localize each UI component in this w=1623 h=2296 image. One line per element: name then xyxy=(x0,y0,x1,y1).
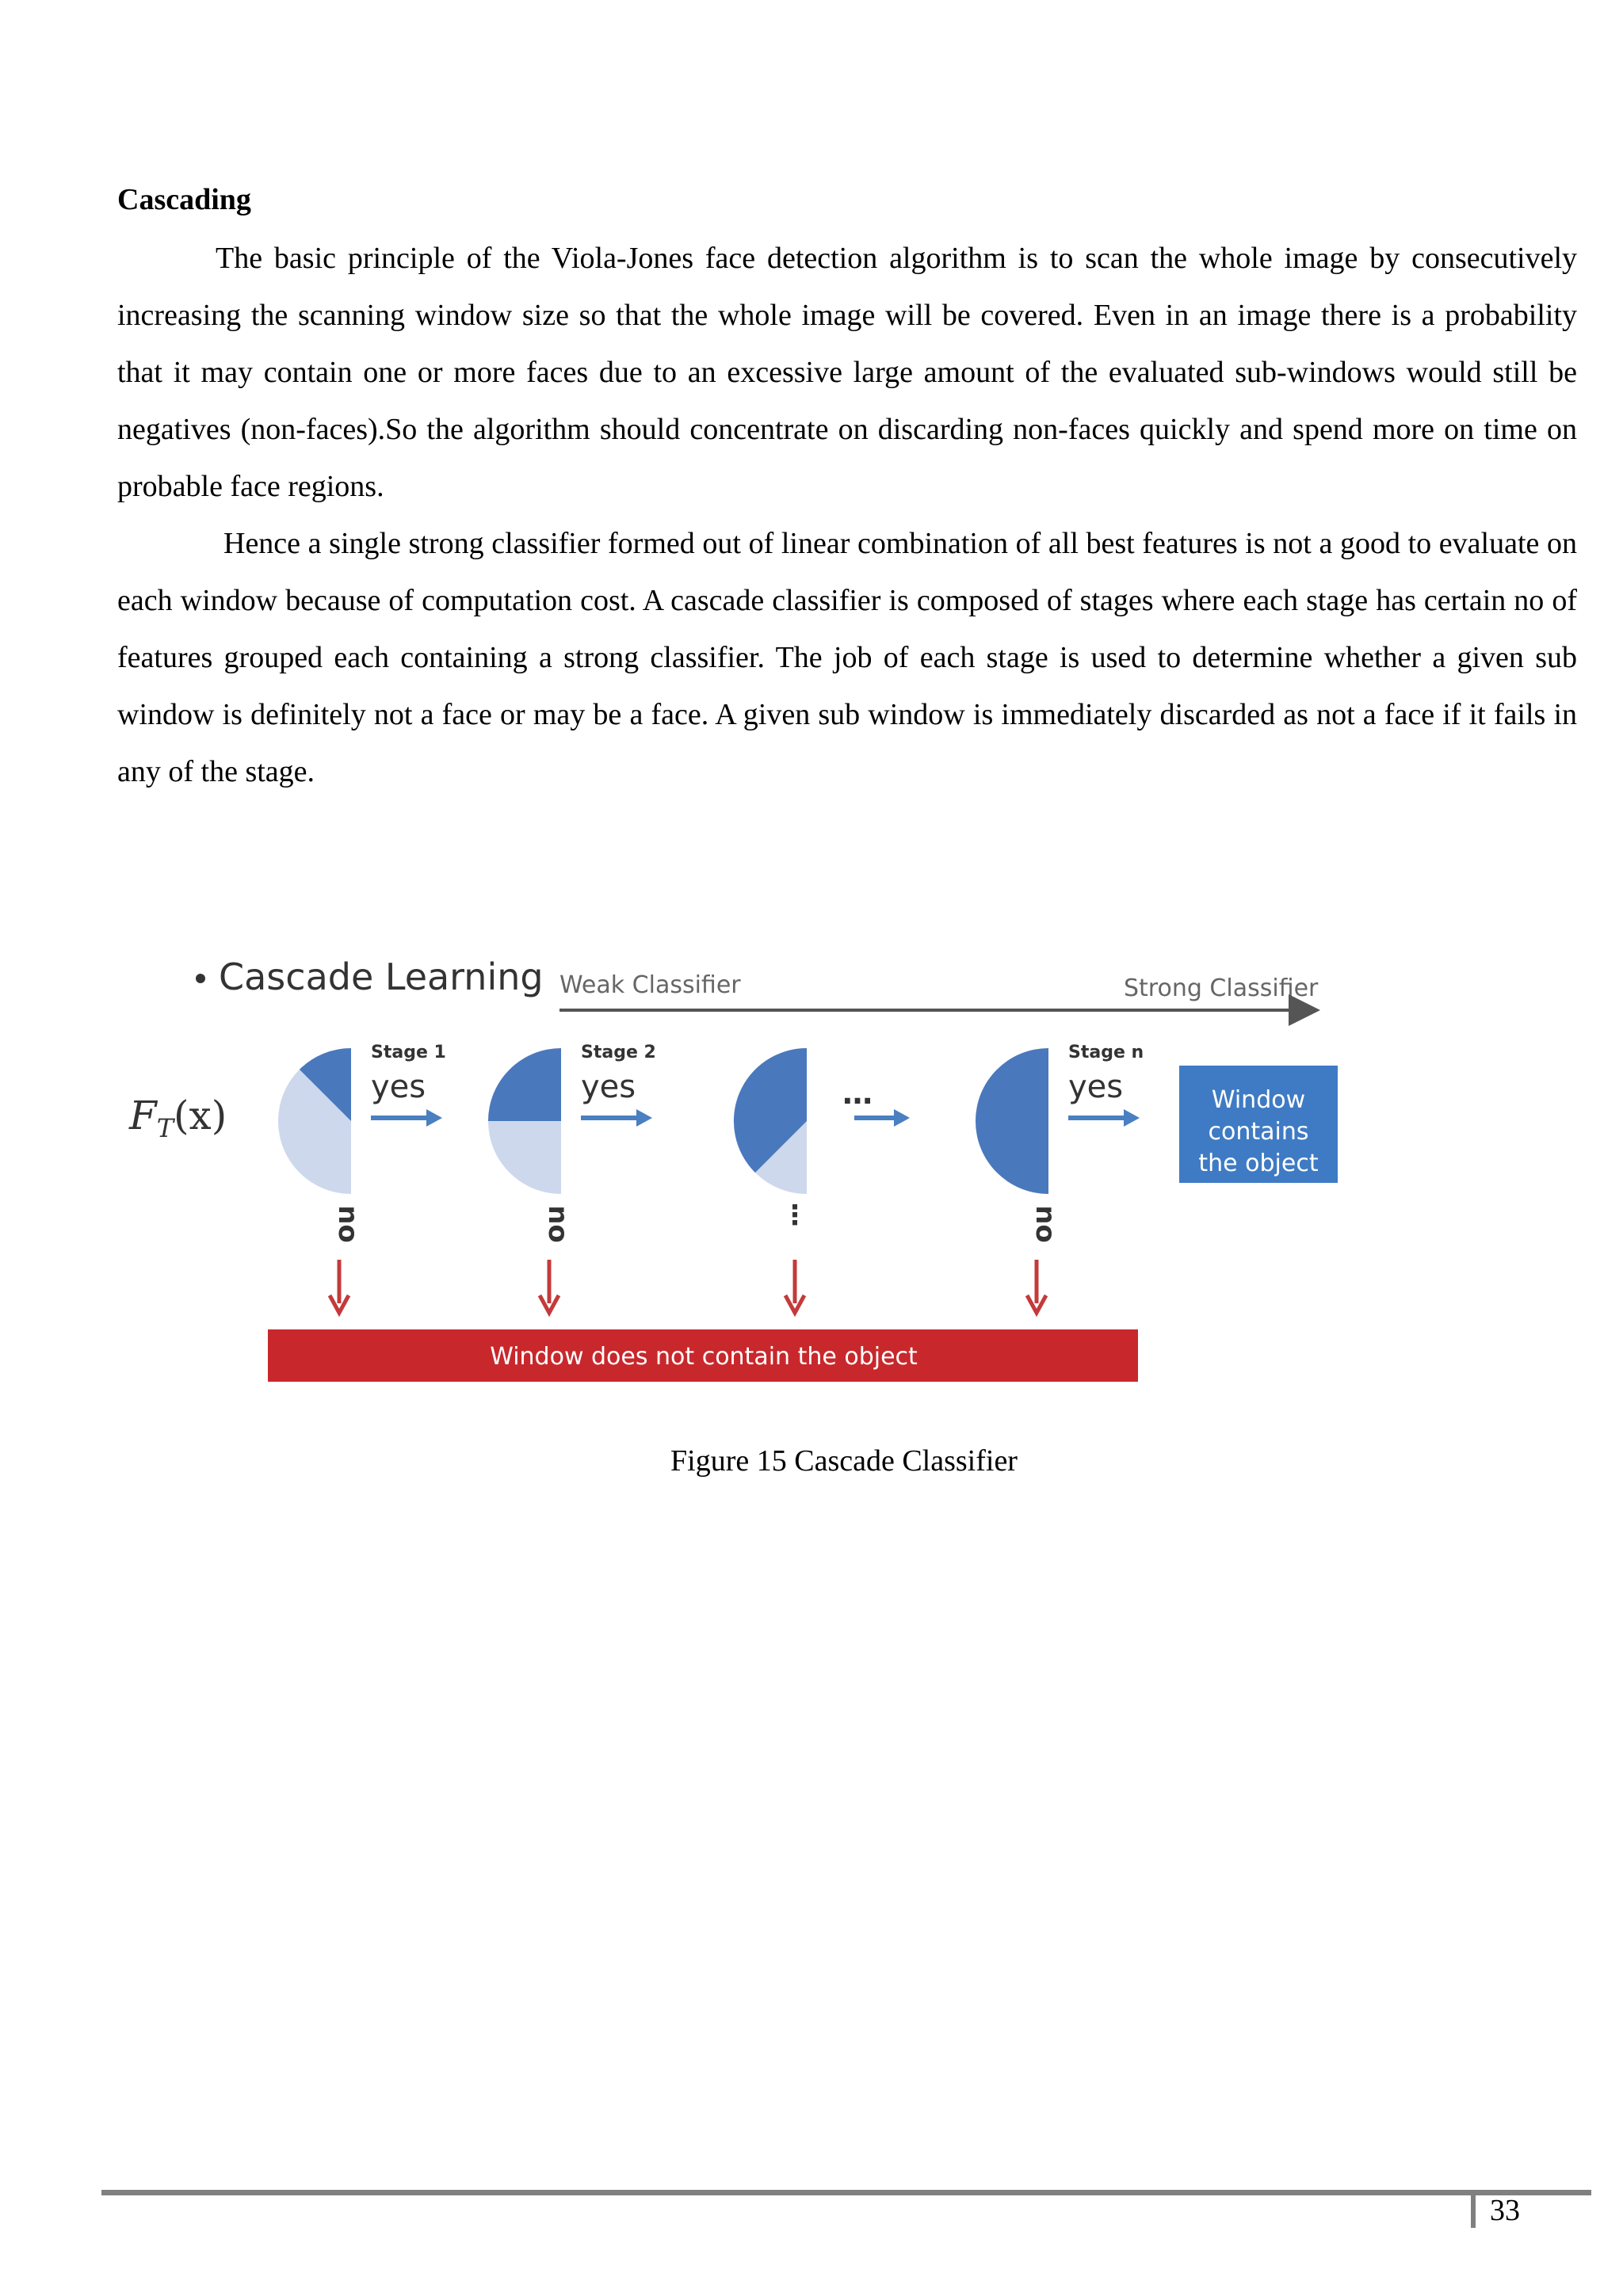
yes-arrow-head xyxy=(1124,1109,1140,1127)
accept-text-line: contains xyxy=(1208,1118,1309,1146)
footer-rule xyxy=(101,2190,1591,2195)
weak-classifier-label: Weak Classifier xyxy=(559,971,741,999)
stage-decision: yes xyxy=(1068,1069,1124,1105)
stage-decision: yes xyxy=(581,1069,636,1105)
page-number-divider xyxy=(1471,2195,1476,2228)
strong-classifier-label: Strong Classifier xyxy=(1124,974,1319,1002)
accept-text-line: the object xyxy=(1198,1150,1319,1177)
body-paragraph: Hence a single strong classifier formed out of linear combination of all best features is not a good to evaluate on each window because of computation cost. A cascade classifier is composed of stages where each stage has certain no of features grouped each containing a strong classifier. The job of each stage is used to determine whether a given sub window is definitely not a face or may be a face. A given sub window is immediately discarded as not a face if it fails in any of the stage. xyxy=(117,527,1577,788)
accept-text-line: Window xyxy=(1211,1086,1306,1114)
section-heading: Cascading xyxy=(117,183,251,216)
reject-label: no xyxy=(542,1205,574,1243)
bullet-icon xyxy=(196,974,205,983)
figure-caption: Figure 15 Cascade Classifier xyxy=(670,1444,1018,1478)
reject-label: ⋮ xyxy=(781,1199,808,1231)
stage-wedge xyxy=(488,1048,561,1121)
stage-label: Stage n xyxy=(1068,1043,1144,1062)
stage-wedge xyxy=(976,1048,1048,1194)
stage-decision: yes xyxy=(371,1069,426,1105)
figure-title: Cascade Learning xyxy=(219,955,544,998)
reject-bar-label: Window does not contain the object xyxy=(490,1343,918,1371)
reject-label: no xyxy=(1029,1205,1061,1243)
page-number: 33 xyxy=(1490,2194,1520,2227)
stage-label: Stage 2 xyxy=(581,1043,656,1062)
yes-arrow-head xyxy=(636,1109,652,1127)
body-paragraph: The basic principle of the Viola-Jones face detection algorithm is to scan the whole image by consecutively increasing the scanning window size so that the whole image will be covered. Even in an image there is a probability that it may contain one or more faces due to an excessive large amount of the evaluated sub-windows would still be negatives (non-faces).So the algorithm should concentrate on discarding non-faces quickly and spend more on time on probable face regions. xyxy=(117,242,1577,503)
input-label: $F_T(x)$ xyxy=(129,1093,227,1143)
cascade-figure xyxy=(117,931,1385,1406)
stage-decision: … xyxy=(842,1076,873,1111)
yes-arrow-head xyxy=(894,1109,910,1127)
stage-label: Stage 1 xyxy=(371,1043,446,1062)
reject-label: no xyxy=(332,1205,364,1243)
yes-arrow-head xyxy=(426,1109,442,1127)
